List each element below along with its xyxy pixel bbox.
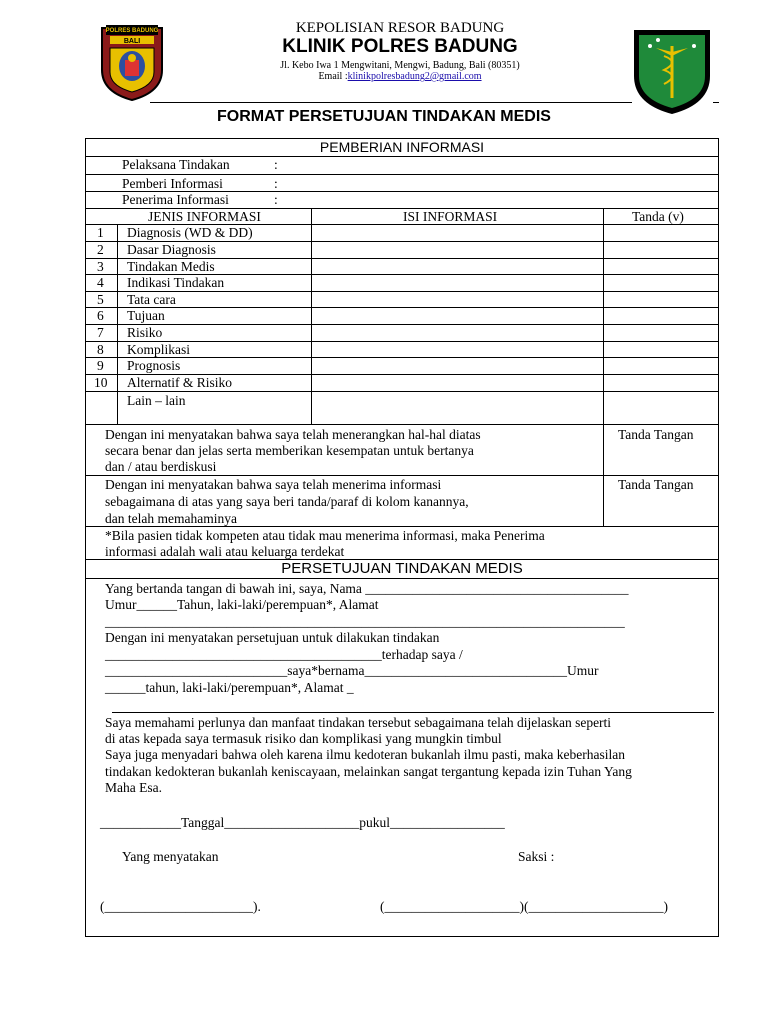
paragraph-line: Saya juga menyadari bahwa oleh karena ilmu kedoteran bukanlah ilmu pasti, maka keberhasilan: [105, 747, 625, 762]
clinic-email-line: [200, 71, 600, 82]
statement2-line: sebagaimana di atas yang saya beri tanda/paraf di kolom kanannya,: [105, 494, 469, 509]
field-label-penerima: Penerima Informasi: [122, 192, 229, 207]
field-sep: :: [274, 192, 278, 207]
document-title: FORMAT PERSETUJUAN TINDAKAN MEDIS: [217, 108, 551, 125]
email-link[interactable]: klinikpolresbadung2@gmail.com: [347, 71, 482, 82]
paragraph-line: Saya memahami perlunya dan manfaat tindakan tersebut sebagaimana telah dijelaskan seperti: [105, 715, 612, 730]
statement2-line: Dengan ini menyatakan bahwa saya telah menerima informasi: [105, 477, 442, 492]
header-divider-short: [713, 102, 719, 103]
header-divider: [150, 102, 632, 103]
paragraph-line: Maha Esa.: [105, 780, 162, 795]
consent-section-heading: PERSETUJUAN TINDAKAN MEDIS: [281, 560, 523, 577]
organization-name: KEPOLISIAN RESOR BADUNG: [295, 20, 505, 36]
divider: [85, 174, 719, 175]
witness-signature-lines: (____________________)(____________________): [380, 899, 668, 914]
divider: [85, 291, 719, 292]
health-unit-logo: [630, 26, 714, 116]
police-badge-logo: [96, 22, 168, 102]
column-header-jenis: JENIS INFORMASI: [148, 209, 261, 224]
divider: [85, 526, 719, 527]
consent-line: Dengan ini menyatakan persetujuan untuk dilakukan tindakan: [105, 630, 440, 645]
row-jenis: Dasar Diagnosis: [127, 242, 216, 257]
svg-text:POLRES BADUNG: POLRES BADUNG: [105, 28, 159, 34]
field-label-pelaksana: Pelaksana Tindakan: [122, 157, 230, 172]
consent-line: Yang bertanda tangan di bawah ini, saya, Nama _______________________________________: [105, 581, 629, 596]
divider: [112, 712, 714, 713]
row-jenis: Risiko: [127, 325, 163, 340]
statement2-sign-label: Tanda Tangan: [618, 477, 694, 492]
divider: [85, 424, 719, 425]
row-jenis: Prognosis: [127, 358, 181, 373]
consent-line: ___________________________saya*bernama______________________________Umur: [105, 663, 599, 678]
row-jenis: Alternatif & Risiko: [127, 375, 232, 390]
row-number: 4: [97, 275, 104, 290]
row-number: 10: [94, 375, 108, 390]
field-sep: :: [274, 176, 278, 191]
field-label-pemberi: Pemberi Informasi: [122, 176, 223, 191]
date-time-line: ____________Tanggal____________________pukul_________________: [100, 815, 505, 830]
divider: [85, 578, 719, 579]
row-number: 5: [97, 292, 104, 307]
svg-text:BALI: BALI: [123, 38, 141, 45]
field-sep: :: [274, 157, 278, 172]
row-number: 3: [97, 259, 104, 274]
statement1-sign-label: Tanda Tangan: [618, 427, 694, 442]
statement2-line: dan telah memahaminya: [105, 511, 237, 526]
witness-label: Saksi :: [518, 849, 555, 864]
email-label: Email :: [318, 71, 348, 82]
clinic-name: KLINIK POLRES BADUNG: [282, 36, 518, 57]
row-jenis: Diagnosis (WD & DD): [127, 225, 253, 240]
row-number: 7: [97, 325, 104, 340]
row-jenis: Tindakan Medis: [127, 259, 215, 274]
statement1-line: dan / atau berdiskusi: [105, 459, 217, 474]
divider: [85, 324, 719, 325]
consent-line: _____________________________________________________________________________: [105, 614, 625, 629]
row-number: 9: [97, 358, 104, 373]
consent-line: ______tahun, laki-laki/perempuan*, Alamat _: [105, 680, 354, 695]
row-jenis: Lain – lain: [127, 393, 186, 408]
note-line: *Bila pasien tidak kompeten atau tidak mau menerima informasi, maka Penerima: [105, 528, 545, 543]
note-line: informasi adalah wali atau keluarga terdekat: [105, 544, 345, 559]
clinic-address: Jl. Kebo Iwa 1 Mengwitani, Mengwi, Badung, Bali (80351): [280, 60, 520, 71]
row-jenis: Tujuan: [127, 308, 165, 323]
row-number: 6: [97, 308, 104, 323]
column-header-isi: ISI INFORMASI: [403, 209, 498, 224]
paragraph-line: di atas kepada saya termasuk risiko dan komplikasi yang mungkin timbul: [105, 731, 502, 746]
row-number: 2: [97, 242, 104, 257]
column-header-tanda: Tanda (v): [632, 209, 684, 224]
info-section-heading: PEMBERIAN INFORMASI: [319, 139, 485, 155]
row-jenis: Tata cara: [127, 292, 176, 307]
divider: [85, 475, 719, 476]
consent-line: _________________________________________terhadap saya /: [105, 647, 463, 662]
paragraph-line: tindakan kedokteran bukanlah keniscayaan, melainkan sangat tergantung kepada izin Tuhan Yang: [105, 764, 632, 779]
row-number: 8: [97, 342, 104, 357]
divider: [85, 391, 719, 392]
consent-line: Umur______Tahun, laki-laki/perempuan*, Alamat: [105, 597, 379, 612]
row-number: 1: [97, 225, 104, 240]
row-jenis: Komplikasi: [127, 342, 190, 357]
statement1-line: secara benar dan jelas serta memberikan kesempatan untuk bertanya: [105, 443, 474, 458]
row-jenis: Indikasi Tindakan: [127, 275, 225, 290]
statement1-line: Dengan ini menyatakan bahwa saya telah menerangkan hal-hal diatas: [105, 427, 481, 442]
divider: [85, 307, 719, 308]
signer-signature-line: (______________________).: [100, 899, 261, 914]
signer-label: Yang menyatakan: [122, 849, 219, 864]
